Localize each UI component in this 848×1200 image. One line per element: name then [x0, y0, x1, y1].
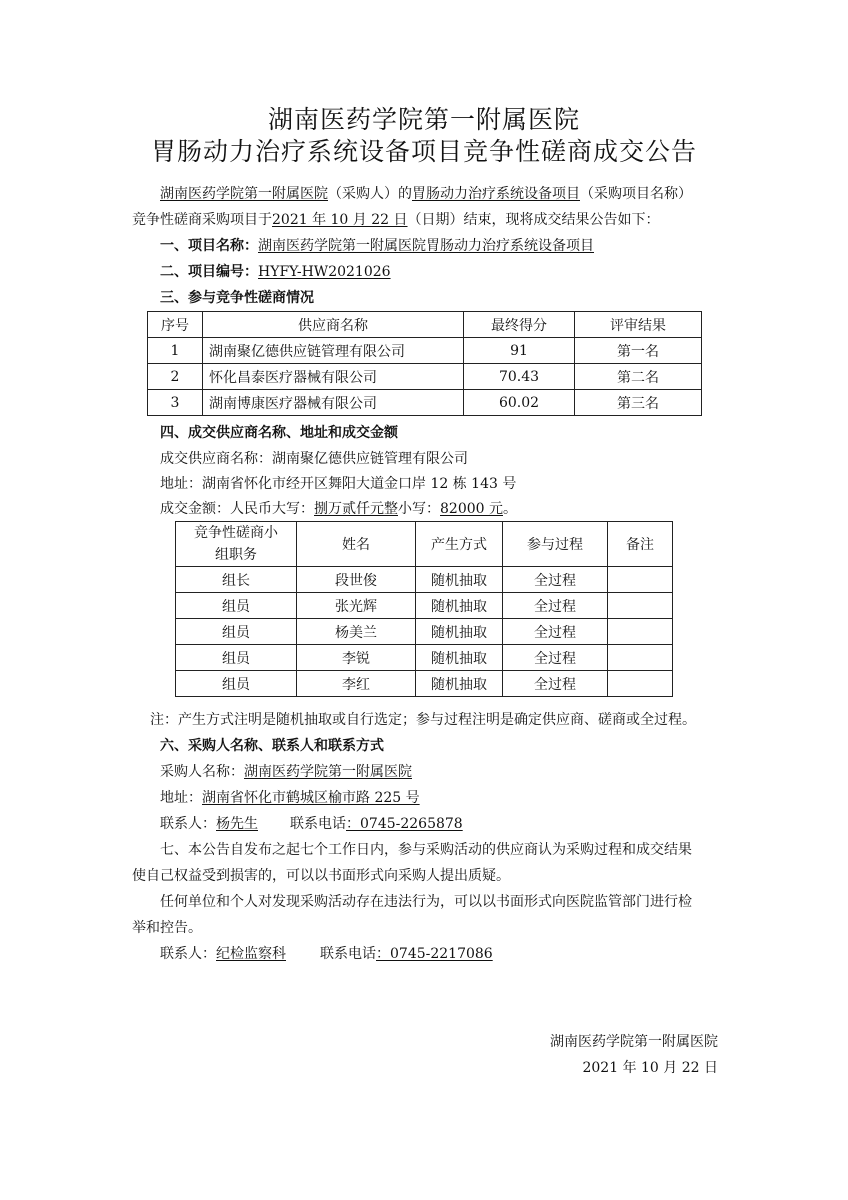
row-role: 组员: [176, 645, 297, 671]
row-supplier-name: 湖南博康医疗器械有限公司: [203, 390, 464, 416]
row-role: 组长: [176, 567, 297, 593]
header-no: 序号: [148, 312, 203, 338]
section-2: [160, 262, 391, 282]
row-method: 随机抽取: [416, 671, 503, 697]
table-row: [148, 364, 702, 390]
row-supplier-name: 湖南聚亿德供应链管理有限公司: [203, 338, 464, 364]
row-note: [608, 593, 673, 619]
row-note: [608, 645, 673, 671]
row-note: [608, 619, 673, 645]
supervision-contact-value: 纪检监察科: [216, 946, 286, 962]
section-7-line-1: 七、本公告自发布之起七个工作日内，参与采购活动的供应商认为采购过程和成交结果: [160, 842, 692, 858]
intro-line2-a: 竞争性磋商采购项目于: [132, 212, 272, 228]
purchaser-name-value: 湖南医药学院第一附属医院: [244, 764, 412, 780]
table-row: [176, 593, 673, 619]
purchaser-contact: [160, 814, 471, 834]
amount-lower: 82000 元: [440, 501, 503, 517]
row-no: 3: [148, 390, 203, 416]
purchaser-address-label: 地址：: [160, 790, 202, 806]
row-supplier-name: 怀化昌泰医疗器械有限公司: [203, 364, 464, 390]
table-row: [176, 645, 673, 671]
header-name: 姓名: [297, 522, 416, 567]
row-name: 张光辉: [297, 593, 416, 619]
purchaser-name: [160, 762, 412, 782]
section-6-label: 六、采购人名称、联系人和联系方式: [160, 738, 384, 754]
purchaser-phone-value: ：0745-2265878: [346, 816, 463, 832]
supervision-contact-label: 联系人：: [160, 946, 216, 962]
row-name: 李锐: [297, 645, 416, 671]
winning-supplier: 成交供应商名称：湖南聚亿德供应链管理有限公司: [160, 451, 468, 467]
intro-date: 2021 年 10 月 22 日: [272, 212, 408, 228]
row-result: 第三名: [575, 390, 702, 416]
row-no: 2: [148, 364, 203, 390]
row-process: 全过程: [503, 645, 608, 671]
table-row: [148, 390, 702, 416]
row-role: 组员: [176, 671, 297, 697]
section-7-line-4: 举和控告。: [132, 920, 202, 936]
table-row: [176, 567, 673, 593]
row-method: 随机抽取: [416, 567, 503, 593]
title-line-2: 胃肠动力治疗系统设备项目竞争性磋商成交公告: [150, 137, 697, 166]
row-process: 全过程: [503, 567, 608, 593]
section-2-label: 二、项目编号：: [160, 264, 258, 280]
row-method: 随机抽取: [416, 593, 503, 619]
row-result: 第二名: [575, 364, 702, 390]
intro-purchaser: 湖南医药学院第一附属医院: [160, 186, 328, 202]
purchaser-address: [160, 788, 420, 808]
supervision-contact: [160, 944, 503, 964]
supervision-phone-value: ：0745-2217086: [376, 946, 493, 962]
row-result: 第一名: [575, 338, 702, 364]
row-no: 1: [148, 338, 203, 364]
title-line-1: 湖南医药学院第一附属医院: [267, 105, 580, 134]
intro-line-1: [160, 184, 692, 204]
row-score: 60.02: [464, 390, 575, 416]
table-row: [176, 671, 673, 697]
header-note: 备注: [608, 522, 673, 567]
section-4-label: 四、成交供应商名称、地址和成交金额: [160, 425, 398, 441]
intro-project: 胃肠动力治疗系统设备项目: [412, 186, 580, 202]
header-role: [176, 522, 297, 567]
panel-table-header: [176, 522, 673, 567]
row-role: 组员: [176, 593, 297, 619]
row-note: [608, 671, 673, 697]
purchaser-contact-value: 杨先生: [216, 816, 258, 832]
section-7-line-3: 任何单位和个人对发现采购活动存在违法行为，可以以书面形式向医院监管部门进行检: [160, 894, 692, 910]
header-role-1: 竞争性磋商小: [194, 525, 278, 541]
winning-amount: [160, 499, 517, 519]
header-supplier-name: 供应商名称: [203, 312, 464, 338]
row-method: 随机抽取: [416, 619, 503, 645]
supplier-table-header: [148, 312, 702, 338]
supervision-phone-label: 联系电话: [320, 946, 376, 962]
intro-line-2: [132, 210, 660, 230]
row-note: [608, 567, 673, 593]
row-method: 随机抽取: [416, 645, 503, 671]
header-result: 评审结果: [575, 312, 702, 338]
purchaser-name-label: 采购人名称：: [160, 764, 244, 780]
intro-project-note: （采购项目名称）: [580, 186, 692, 202]
section-1-label: 一、项目名称：: [160, 238, 258, 254]
row-role: 组员: [176, 619, 297, 645]
row-process: 全过程: [503, 671, 608, 697]
signature-org: 湖南医药学院第一附属医院: [550, 1034, 718, 1050]
table-row: [176, 619, 673, 645]
row-score: 91: [464, 338, 575, 364]
intro-line2-b: （日期）结束，现将成交结果公告如下：: [407, 212, 660, 228]
header-role-2: 组职务: [215, 547, 257, 563]
amount-label: 成交金额：人民币大写：: [160, 501, 314, 517]
header-score: 最终得分: [464, 312, 575, 338]
amount-lower-label: 小写：: [398, 501, 440, 517]
signature-date: 2021 年 10 月 22 日: [582, 1060, 718, 1076]
row-name: 段世俊: [297, 567, 416, 593]
row-score: 70.43: [464, 364, 575, 390]
purchaser-address-value: 湖南省怀化市鹤城区榆市路 225 号: [202, 790, 420, 806]
table-row: [148, 338, 702, 364]
section-1: [160, 236, 594, 256]
purchaser-contact-label: 联系人：: [160, 816, 216, 832]
row-process: 全过程: [503, 619, 608, 645]
amount-upper: 捌万贰仟元整: [314, 501, 398, 517]
section-2-value: HYFY-HW2021026: [258, 264, 391, 280]
row-process: 全过程: [503, 593, 608, 619]
section-1-value: 湖南医药学院第一附属医院胃肠动力治疗系统设备项目: [258, 238, 594, 254]
row-name: 杨美兰: [297, 619, 416, 645]
panel-note: 注：产生方式注明是随机抽取或自行选定；参与过程注明是确定供应商、磋商或全过程。: [150, 712, 696, 728]
supplier-table: [147, 311, 702, 416]
section-3-label: 三、参与竞争性磋商情况: [160, 290, 314, 306]
purchaser-phone-label: 联系电话: [290, 816, 346, 832]
section-7-line-2: 使自己权益受到损害的，可以以书面形式向采购人提出质疑。: [132, 868, 510, 884]
amount-end: 。: [503, 501, 517, 517]
winning-address: 地址：湖南省怀化市经开区舞阳大道金口岸 12 栋 143 号: [160, 476, 517, 492]
header-process: 参与过程: [503, 522, 608, 567]
row-name: 李红: [297, 671, 416, 697]
intro-purchaser-note: （采购人）的: [328, 186, 412, 202]
header-method: 产生方式: [416, 522, 503, 567]
panel-table: [175, 521, 673, 697]
